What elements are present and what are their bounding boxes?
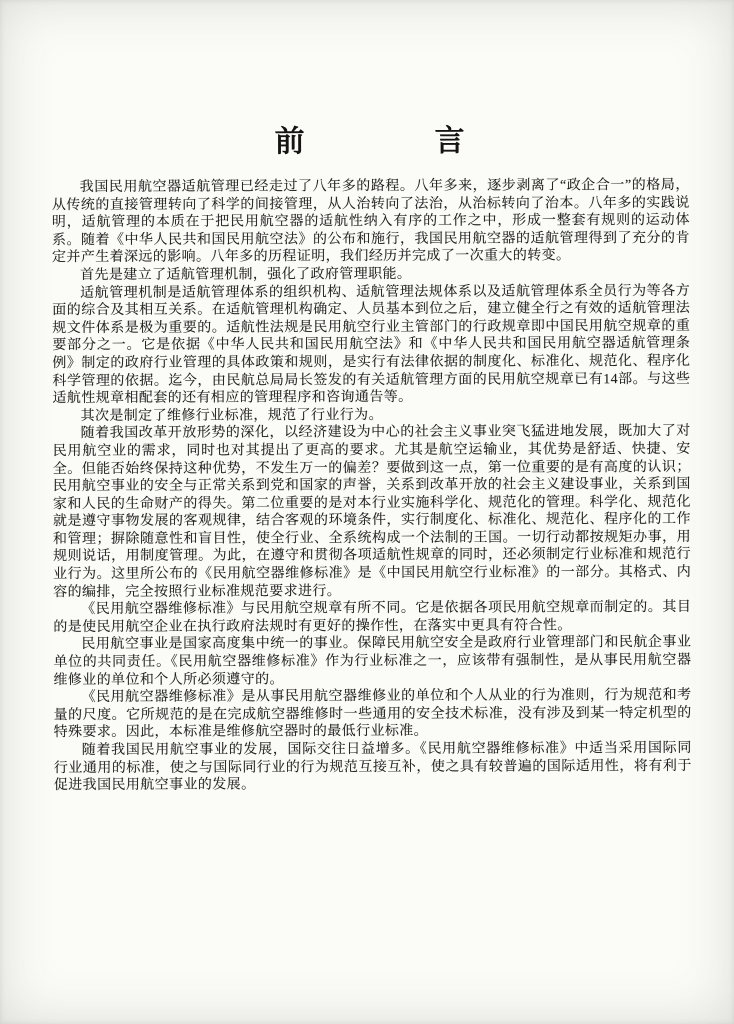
- paragraph: 我国民用航空器适航管理已经走过了八年多的路程。八年多来，逐步剥离了“政企合一”的格局，从传统的直接管理转向了科学的间接管理，从人治转向了法治，从治标转向了治本。八年多的实践说明，适航管理的本质在于把民用航空器的适航性纳入有序的工作之中，形成一整套有规则的运动体系。随着《中华人民共和国民用航空法》的公布和施行，我国民用航空器的适航管理得到了充分的肯定并产生着深远的影响。八年多的历程证明，我们经历并完成了一次重大的转变。: [51, 177, 690, 266]
- paragraph: 随着我国改革开放形势的深化，以经济建设为中心的社会主义事业突飞猛进地发展，既加大了对民用航空业的需求，同时也对其提出了更高的要求。尤其是航空运输业，其优势是舒适、快捷、安全。但能否始终保持这种优势，不发生万一的偏差？要做到这一点，第一位重要的是有高度的认识；民用航空事业的安全与正常关系到党和国家的声誉，关系到改革开放的社会主义建设事业，关系到国家和人民的生命财产的得失。第二位重要的是对本行业实施科学化、规范化的管理。科学化、规范化就是遵守事物发展的客观规律，结合客观的环境条件，实行制度化、标准化、规范化、程序化的工作和管理；摒除随意性和盲目性，使全行业、全系统构成一个法制的王国。一切行动都按规矩办事，用规则说话，用制度管理。为此，在遵守和贯彻各项适航性规章的同时，还必须制定行业标准和规范行业行为。这里所公布的《民用航空器维修标准》是《中国民用航空行业标准》的一部分。其格式、内容的编排，完全按照行业标准规范要求进行。: [52, 424, 692, 600]
- paragraph: 《民用航空器维修标准》是从事民用航空器维修业的单位和个人从业的行为准则，行为规范和考量的尺度。它所规范的是在完成航空器维修时一些通用的安全技术标准，没有涉及到某一特定机型的特殊要求。因此，本标准是维修航空器时的最低行业标准。: [53, 688, 692, 741]
- paragraph: 民用航空事业是国家高度集中统一的事业。保障民用航空安全是政府行业管理部门和民航企事业单位的共同责任。《民用航空器维修标准》作为行业标准之一，应该带有强制性，是从事民用航空器维修业的单位和个人所必须遵守的。: [53, 635, 692, 688]
- paragraph: 首先是建立了适航管理机制，强化了政府管理职能。: [80, 266, 412, 283]
- paragraph: 其次是制定了维修行业标准，规范了行业行为。: [80, 407, 384, 424]
- preface-body: [52, 177, 692, 795]
- page-content: [52, 115, 692, 795]
- paragraph: 《民用航空器维修标准》与民用航空规章有所不同。它是依据各项民用航空规章而制定的。其目的是使民用航空企业在执行政府法规时有更好的操作性，在落实中更具有符合性。: [53, 600, 692, 635]
- preface-title: 前 言: [274, 124, 467, 159]
- paragraph: 随着我国民用航空事业的发展，国际交往日益增多。《民用航空器维修标准》中适当采用国际同行业通用的标准，使之与国际同行业的行为规范互接互补，使之具有较普遍的国际适用性，将有利于促进我国民用航空事业的发展。: [53, 740, 692, 794]
- paragraph: 适航管理机制是适航管理体系的组织机构、适航管理法规体系以及适航管理体系全员行为等各方面的综合及其相互关系。在适航管理机构确定、人员基本到位之后，建立健全行之有效的适航管理法规文件体系是极为重要的。适航性法规是民用航空行业主管部门的行政规章即中国民用航空规章的重要部分之一。它是依据《中华人民共和国民用航空法》和《中华人民共和国民用航空器适航管理条例》制定的政府行业管理的具体政策和规则，是实行有法律依据的制度化、标准化、规范化、程序化科学管理的依据。迄今，由民航总局局长签发的有关适航管理方面的民用航空规章已有14部。与这些适航性规章相配套的还有相应的管理程序和咨询通告等。: [52, 283, 691, 407]
